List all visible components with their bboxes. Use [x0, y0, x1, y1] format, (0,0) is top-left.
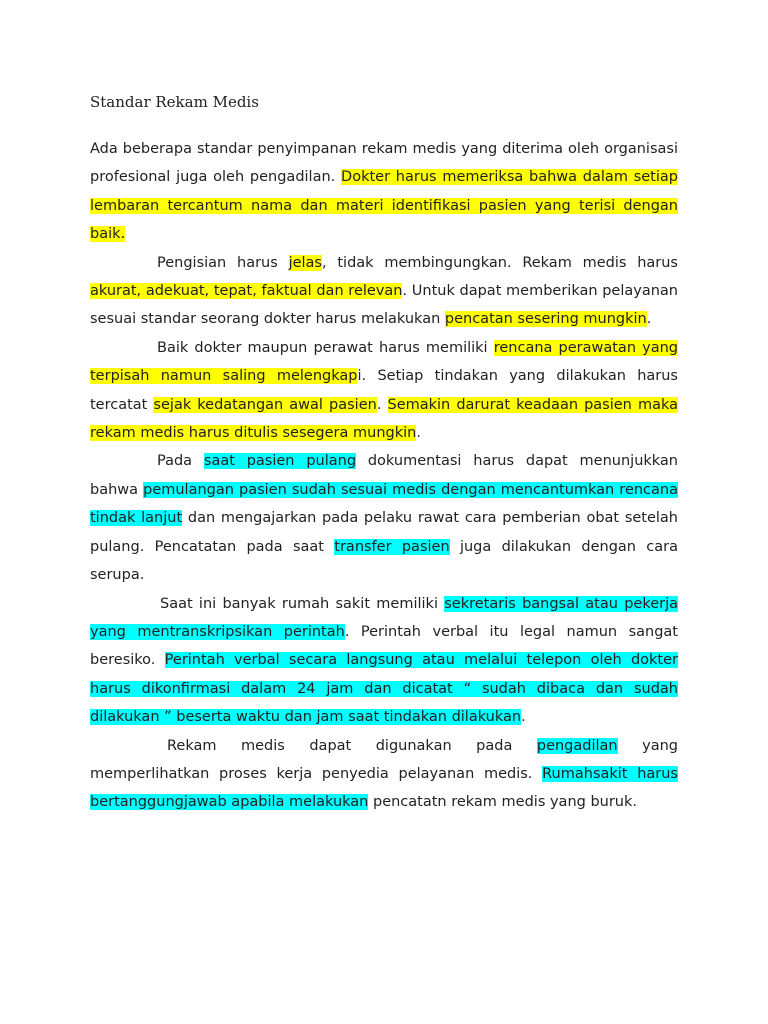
highlighted-text: Perintah verbal secara langsung atau melalui telepon oleh dokter harus dikonfirmasi dalam 24 jam dan dicatat “ sudah dibaca dan sudah dilakukan ” beserta waktu dan jam saat tindakan dilakukan: [90, 652, 678, 726]
highlighted-text: Semakin darurat keadaan pasien maka rekam medis harus ditulis sesegera mungkin: [90, 396, 678, 442]
highlighted-text: saat pasien pulang: [203, 453, 357, 470]
text-run: .: [376, 396, 388, 413]
document-title: Standar Rekam Medis: [90, 93, 259, 111]
text-run: .: [416, 425, 421, 442]
text-run: . Perintah verbal itu legal namun sangat beresiko.: [90, 623, 678, 669]
text-run: .: [521, 709, 526, 726]
text-run: . Untuk dapat memberikan pelayanan sesuai standar seorang dokter harus melakukan: [90, 283, 678, 328]
text-run: Pada: [157, 453, 204, 470]
paragraph: [90, 732, 678, 817]
paragraph: [90, 590, 678, 732]
highlighted-text: akurat, adekuat, tepat, faktual dan relevan: [90, 283, 403, 300]
paragraph: [90, 249, 678, 334]
text-run: yang memperlihatkan proses kerja penyedia pelayanan medis.: [90, 737, 678, 782]
document-page: [90, 89, 678, 817]
text-run: dan mengajarkan pada pelaku rawat cara pemberian obat setelah pulang. Pencatatan pada saat: [90, 510, 679, 555]
text-run: Pengisian harus: [157, 254, 289, 271]
highlighted-text: pemulangan pasien sudah sesuai medis dengan mencantumkan rencana tindak lanjut: [90, 481, 678, 527]
highlighted-text: Dokter harus memeriksa bahwa dalam setiap lembaran tercantum nama dan materi identifikasi pasien yang terisi dengan baik.: [90, 169, 678, 243]
text-run: pencatatn rekam medis yang buruk.: [368, 794, 638, 811]
text-run: , tidak membingungkan. Rekam medis harus: [321, 254, 678, 271]
highlighted-text: pencatan sesering mungkin: [444, 311, 647, 328]
text-run: i. Setiap tindakan yang dilakukan harus tercatat: [90, 368, 678, 413]
text-run: Saat ini banyak rumah sakit memiliki: [160, 595, 445, 612]
highlighted-text: sejak kedatangan awal pasien: [153, 396, 377, 413]
text-run: dokumentasi harus dapat menunjukkan bahwa: [90, 453, 678, 498]
highlighted-text: rencana perawatan yang terpisah namun saling melengkap: [90, 339, 678, 385]
highlighted-text: jelas: [288, 254, 322, 271]
highlighted-text: transfer pasien: [334, 538, 450, 555]
highlighted-text: sekretaris bangsal atau pekerja yang mentranskripsikan perintah: [90, 595, 679, 640]
paragraph: [90, 334, 678, 448]
paragraph: [90, 447, 678, 589]
text-run: Ada beberapa standar penyimpanan rekam medis yang diterima oleh organisasi profesional juga oleh pengadilan.: [90, 141, 678, 186]
text-run: Baik dokter maupun perawat harus memiliki: [157, 339, 494, 356]
text-run: Rekam medis dapat digunakan pada: [167, 737, 537, 754]
highlighted-text: Rumahsakit harus bertanggungjawab apabila melakukan: [90, 765, 678, 811]
paragraph: [90, 135, 678, 249]
highlighted-text: pengadilan: [536, 737, 618, 754]
text-run: juga dilakukan dengan cara serupa.: [90, 538, 678, 584]
document-body: [90, 135, 678, 817]
text-run: .: [646, 311, 652, 328]
